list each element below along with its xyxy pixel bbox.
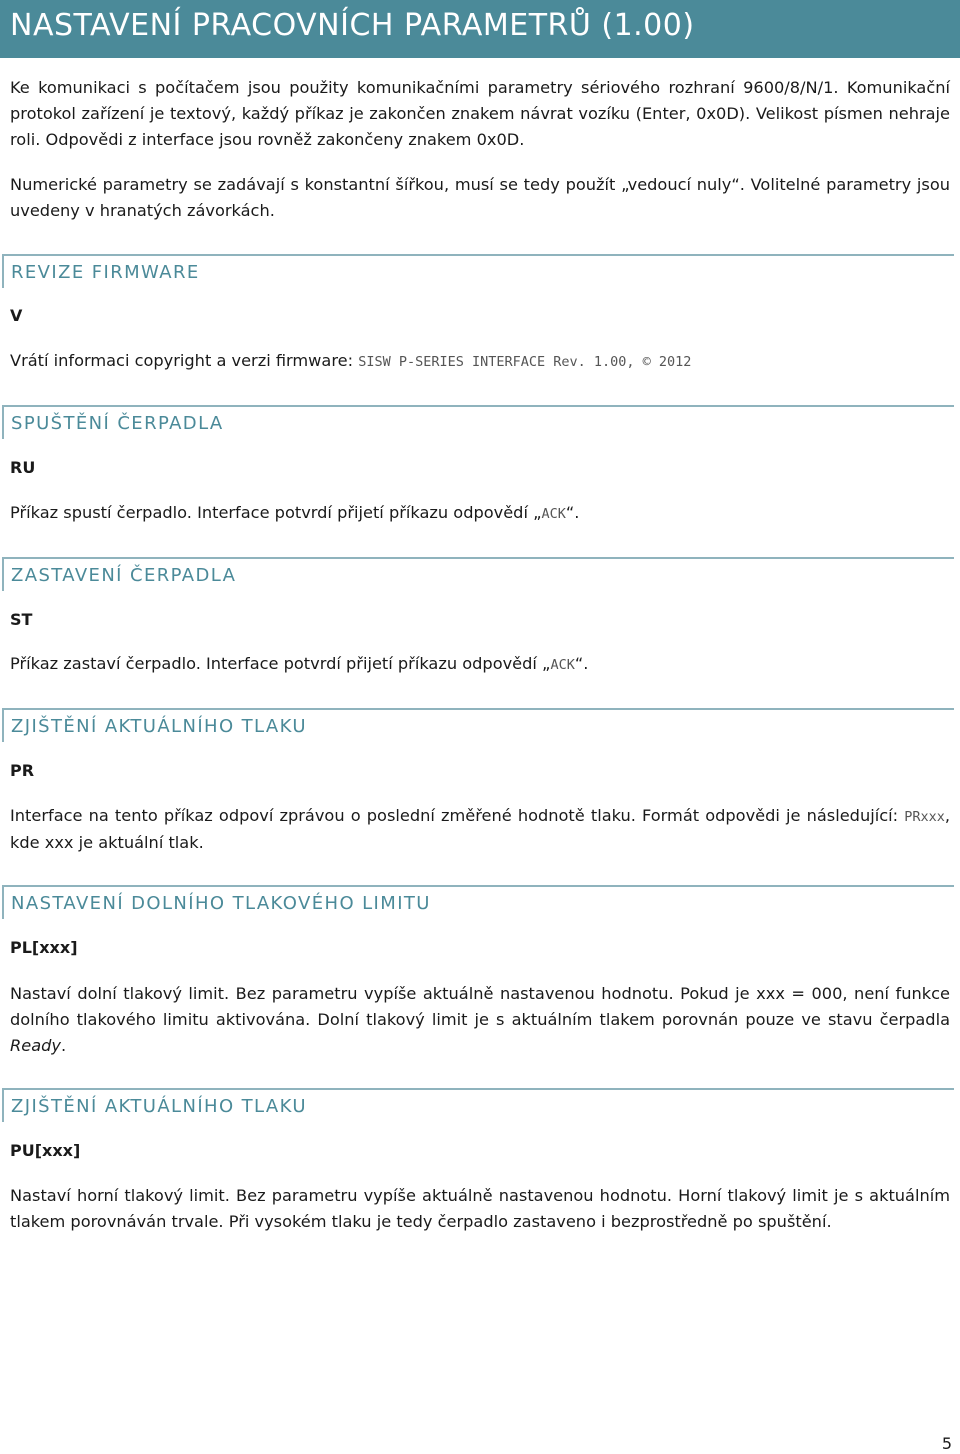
- intro-paragraph-2: Numerické parametry se zadávají s konstantní šířkou, musí se tedy použít „vedoucí nuly“. Volitelné parametry jsou uvedeny v hranatých závorkách.: [10, 175, 950, 220]
- section-header-pressure-read: [2, 708, 954, 742]
- command-pr: PR: [10, 761, 35, 780]
- desc-end: .: [60, 1036, 67, 1055]
- desc-text: Příkaz spustí čerpadlo. Interface potvrdí přijetí příkazu odpovědí „: [10, 503, 542, 522]
- firmware-code: SISW P-SERIES INTERFACE Rev. 1.00, © 2012: [358, 354, 692, 370]
- ack-code: ACK: [550, 657, 575, 673]
- section-title: ZJIŠTĚNÍ AKTUÁLNÍHO TLAKU: [11, 716, 307, 737]
- desc-text: Interface na tento příkaz odpoví zprávou o poslední změřené hodnotě tlaku. Formát odpovědi je následující:: [10, 806, 905, 825]
- command-st: ST: [10, 610, 33, 629]
- section-title: ZJIŠTĚNÍ AKTUÁLNÍHO TLAKU: [11, 1096, 307, 1117]
- command-pu: PU[xxx]: [10, 1141, 81, 1160]
- desc-end: , kde xxx je aktuální tlak.: [10, 806, 950, 852]
- section-description: Nastaví horní tlakový limit. Bez parametru vypíše aktuálně nastavenou hodnotu. Horní tlakový limit je s aktuálním tlakem porovnáván trvale. Při vysokém tlaku je tedy čerpadlo zastaveno i bezprostředně po spuštění.: [10, 1186, 950, 1231]
- section-title: SPUŠTĚNÍ ČERPADLA: [11, 413, 224, 434]
- section-header-upper-limit: [2, 1088, 954, 1122]
- response-format-code: PRxxx: [904, 809, 945, 825]
- title-bar: [0, 0, 960, 58]
- command-ru: RU: [10, 458, 36, 477]
- section-title: ZASTAVENÍ ČERPADLA: [11, 565, 237, 586]
- desc-end: “.: [565, 503, 580, 522]
- section-header-pump-start: [2, 405, 954, 439]
- intro-paragraph-1: Ke komunikaci s počítačem jsou použity komunikačními parametry sériového rozhraní 9600/8/N/1. Komunikační protokol zařízení je textový, každý příkaz je zakončen znakem návrat vozíku (Enter, 0x0D). Velikost písmen nehraje roli. Odpovědi z interface jsou rovněž zakončeny znakem 0x0D.: [10, 78, 950, 149]
- section-title: NASTAVENÍ DOLNÍHO TLAKOVÉHO LIMITU: [11, 893, 431, 914]
- page-title: NASTAVENÍ PRACOVNÍCH PARAMETRŮ (1.00): [10, 8, 695, 43]
- command-pl: PL[xxx]: [10, 938, 78, 957]
- ready-state-emphasis: Ready: [10, 1036, 61, 1055]
- section-description: [10, 803, 950, 856]
- section-header-lower-limit: [2, 885, 954, 919]
- section-title: REVIZE FIRMWARE: [11, 262, 200, 283]
- desc-text: Nastaví dolní tlakový limit. Bez parametru vypíše aktuálně nastavenou hodnotu. Pokud je xxx = 000, není funkce dolního tlakového limitu aktivována. Dolní tlakový limit je s aktuálním tlakem porovnán pouze ve stavu čerpadla: [10, 984, 950, 1029]
- page-number: 5: [941, 1434, 952, 1453]
- command-v: V: [10, 306, 23, 325]
- section-description: [10, 348, 950, 375]
- section-description: [10, 651, 950, 678]
- desc-end: “.: [574, 654, 589, 673]
- desc-text: Příkaz zastaví čerpadlo. Interface potvrdí přijetí příkazu odpovědí „: [10, 654, 551, 673]
- section-description: [10, 500, 950, 527]
- section-header-firmware: [2, 254, 954, 288]
- ack-code: ACK: [541, 506, 566, 522]
- section-description: [10, 981, 950, 1059]
- section-header-pump-stop: [2, 557, 954, 591]
- desc-text: Vrátí informaci copyright a verzi firmware:: [10, 351, 359, 370]
